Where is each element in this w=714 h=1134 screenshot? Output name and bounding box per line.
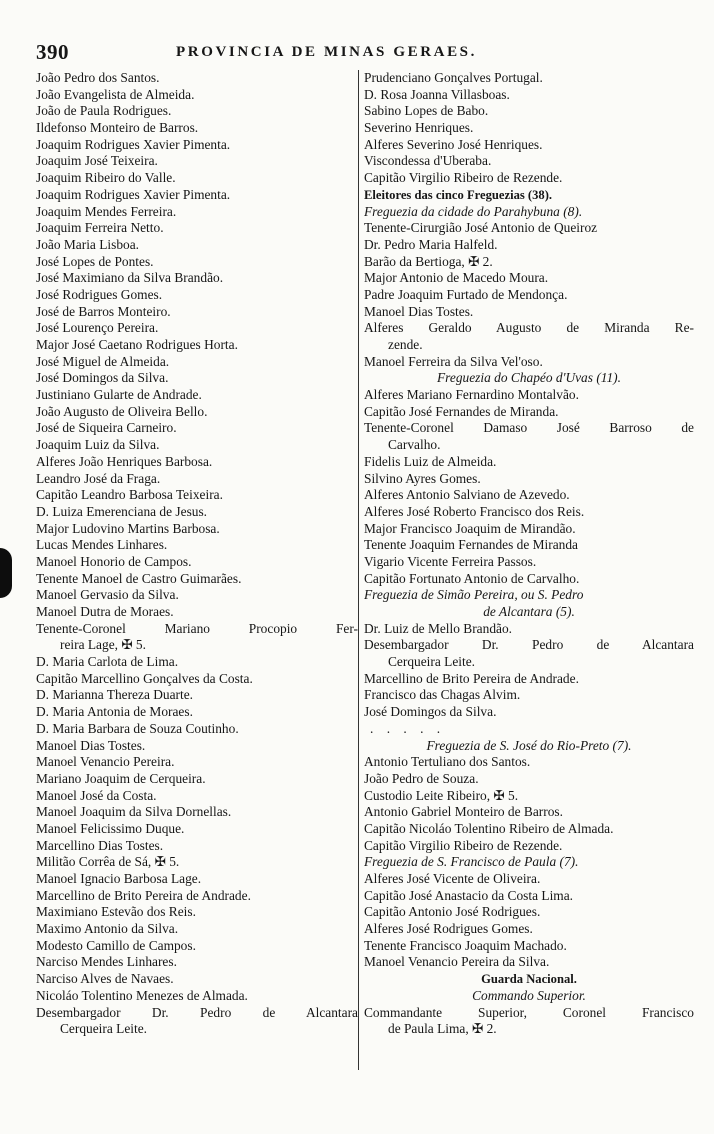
entry-line: Antonio Tertuliano dos Santos. — [364, 754, 531, 770]
entry-line: de Paula Lima, ✠ 2. — [388, 1021, 497, 1037]
entry-line: Joaquim Luiz da Silva. — [36, 437, 160, 453]
entry-line: José Domingos da Silva. — [364, 704, 497, 720]
entry-line: Dr. Luiz de Mello Brandão. — [364, 620, 513, 636]
page-number: 390 — [36, 40, 69, 64]
entry-line: Major José Caetano Rodrigues Horta. — [36, 337, 238, 352]
entry-line: José de Siqueira Carneiro. — [36, 420, 177, 436]
entry-line: Capitão Antonio José Rodrigues. — [364, 904, 541, 920]
entry-line: Alferes Mariano Fernardino Montalvão. — [364, 387, 579, 403]
entry-line: Commandante Superior, Coronel Francisco — [364, 1004, 694, 1020]
entry-line: João Pedro de Souza. — [364, 770, 479, 786]
entry-line: Tenente-Coronel Damaso José Barroso de — [364, 420, 694, 436]
entry-line: Manoel Ignacio Barbosa Lage. — [36, 871, 202, 886]
entry-line: Leandro José da Fraga. — [36, 470, 161, 486]
ellipsis-line: . . . . . — [370, 720, 446, 736]
entry-line: Manoel Dias Tostes. — [36, 737, 146, 753]
entry-line: Lucas Mendes Linhares. — [36, 537, 168, 553]
entry-line: Dr. Pedro Maria Halfeld. — [364, 236, 498, 252]
entry-line: Manoel Dias Tostes. — [364, 303, 474, 319]
entry-line: Capitão Marcellino Gonçalves da Costa. — [36, 670, 253, 686]
entry-line: Francisco das Chagas Alvim. — [364, 687, 521, 703]
entry-line: Modesto Camillo de Campos. — [36, 937, 196, 953]
entry-line: Tenente-Cirurgião José Antonio de Queiroz — [364, 220, 598, 236]
section-heading: Freguezia de Simão Pereira, ou S. Pedro — [364, 587, 584, 603]
entry-line: Viscondessa d'Uberaba. — [364, 153, 492, 169]
section-heading: Freguezia de S. Francisco de Paula (7). — [364, 854, 579, 870]
entry-line: Alferes Geraldo Augusto de Miranda Re- — [364, 320, 694, 336]
entry-line: Cerqueira Leite. — [60, 1021, 147, 1037]
entry-line: Alferes José Rodrigues Gomes. — [364, 921, 533, 937]
entry-line: Manoel Dutra de Moraes. — [36, 604, 174, 619]
entry-line: D. Marianna Thereza Duarte. — [36, 687, 194, 703]
entry-line: Marcellino de Brito Pereira de Andrade. — [36, 887, 251, 903]
entry-line: Barão da Bertioga, ✠ 2. — [364, 253, 493, 269]
entry-line: D. Luiza Emerenciana de Jesus. — [36, 503, 208, 519]
entry-line: Joaquim Mendes Ferreira. — [36, 203, 177, 219]
entry-line: D. Maria Antonia de Moraes. — [36, 704, 193, 720]
entry-line: Tenente Joaquim Fernandes de Miranda — [364, 537, 578, 553]
entry-line: João Augusto de Oliveira Bello. — [36, 403, 208, 419]
column-divider — [358, 70, 359, 1070]
entry-line: Ildefonso Monteiro de Barros. — [36, 120, 199, 136]
entry-line: Alferes João Henriques Barbosa. — [36, 453, 213, 469]
entry-line: Manoel Gervasio da Silva. — [36, 587, 179, 603]
entry-line: Manoel Venancio Pereira da Silva. — [364, 954, 550, 970]
entry-line: Marcellino Dias Tostes. — [36, 837, 164, 853]
section-heading: Freguezia do Chapéo d'Uvas (11). — [437, 370, 621, 386]
section-heading: Commando Superior. — [472, 987, 586, 1003]
entry-line: Marcellino de Brito Pereira de Andrade. — [364, 670, 579, 686]
entry-line: D. Maria Carlota de Lima. — [36, 654, 179, 670]
entry-line: Joaquim Ferreira Netto. — [36, 220, 164, 236]
bold-heading: Guarda Nacional. — [481, 972, 577, 987]
entry-line: Desembargador Dr. Pedro de Alcantara — [364, 637, 694, 653]
entry-line: Tenente-Coronel Mariano Procopio Fer- — [36, 620, 358, 636]
entry-line: Narciso Alves de Navaes. — [36, 971, 174, 987]
entry-line: Severino Henriques. — [364, 120, 474, 136]
entry-line: Alferes José Vicente de Oliveira. — [364, 871, 541, 886]
entry-line: Manoel Honorio de Campos. — [36, 553, 192, 569]
entry-line: Capitão José Fernandes de Miranda. — [364, 403, 559, 419]
entry-line: Maximo Antonio da Silva. — [36, 921, 179, 937]
entry-line: José Domingos da Silva. — [36, 370, 169, 386]
entry-line: Capitão Nicoláo Tolentino Ribeiro de Almada. — [364, 820, 614, 836]
entry-line: Tenente Francisco Joaquim Machado. — [364, 937, 567, 953]
entry-line: Tenente Manoel de Castro Guimarães. — [36, 570, 242, 586]
entry-line: Major Ludovino Martins Barbosa. — [36, 520, 220, 536]
entry-line: José Rodrigues Gomes. — [36, 286, 163, 302]
page-header — [36, 40, 536, 66]
entry-line: Fidelis Luiz de Almeida. — [364, 453, 497, 469]
left-column — [36, 70, 358, 1038]
entry-line: Custodio Leite Ribeiro, ✠ 5. — [364, 787, 519, 803]
entry-line: José Maximiano da Silva Brandão. — [36, 270, 224, 286]
entry-line: D. Rosa Joanna Villasboas. — [364, 86, 510, 102]
entry-line: João Pedro dos Santos. — [36, 70, 160, 85]
entry-line: João de Paula Rodrigues. — [36, 103, 172, 119]
entry-line: Militão Corrêa de Sá, ✠ 5. — [36, 854, 180, 870]
entry-line: Maximiano Estevão dos Reis. — [36, 904, 196, 920]
entry-line: Manoel Felicissimo Duque. — [36, 820, 185, 836]
entry-line: D. Maria Barbara de Souza Coutinho. — [36, 720, 239, 736]
section-heading: Freguezia de S. José do Rio-Preto (7). — [426, 737, 632, 753]
entry-line: Padre Joaquim Furtado de Mendonça. — [364, 286, 568, 302]
entry-line: Major Francisco Joaquim de Mirandão. — [364, 520, 576, 536]
entry-line: José Miguel de Almeida. — [36, 353, 170, 369]
entry-line: Manoel Ferreira da Silva Vel'oso. — [364, 353, 543, 369]
entry-line: João Evangelista de Almeida. — [36, 86, 195, 102]
entry-line: João Maria Lisboa. — [36, 236, 140, 252]
entry-line: Sabino Lopes de Babo. — [364, 103, 489, 119]
entry-line: Joaquim Ribeiro do Valle. — [36, 170, 176, 186]
entry-line: Antonio Gabriel Monteiro de Barros. — [364, 804, 563, 820]
entry-line: Manoel Venancio Pereira. — [36, 754, 175, 770]
entry-line: Manoel Joaquim da Silva Dornellas. — [36, 804, 232, 820]
entry-line: Joaquim Rodrigues Xavier Pimenta. — [36, 186, 231, 202]
entry-line: Nicoláo Tolentino Menezes de Almada. — [36, 987, 248, 1003]
entry-line: Narciso Mendes Linhares. — [36, 954, 177, 970]
entry-line: Major Antonio de Macedo Moura. — [364, 270, 549, 286]
entry-line: Capitão Fortunato Antonio de Carvalho. — [364, 570, 580, 586]
entry-line: Cerqueira Leite. — [388, 654, 475, 670]
entry-line: Capitão Leandro Barbosa Teixeira. — [36, 487, 223, 503]
right-column — [364, 70, 694, 1038]
entry-line: Capitão Virgilio Ribeiro de Rezende. — [364, 170, 563, 186]
entry-line: Capitão Virgilio Ribeiro de Rezende. — [364, 837, 563, 853]
entry-line: Alferes Antonio Salviano de Azevedo. — [364, 487, 570, 503]
entry-line: Silvino Ayres Gomes. — [364, 470, 481, 486]
entry-line: zende. — [388, 337, 423, 352]
entry-line: Capitão José Anastacio da Costa Lima. — [364, 887, 573, 903]
section-heading: Freguezia da cidade do Parahybuna (8). — [364, 203, 583, 219]
entry-line: Desembargador Dr. Pedro de Alcantara — [36, 1004, 358, 1020]
entry-line: José de Barros Monteiro. — [36, 303, 171, 319]
entry-line: Alferes Severino José Henriques. — [364, 136, 543, 152]
entry-line: Manoel José da Costa. — [36, 787, 157, 803]
running-title: PROVINCIA DE MINAS GERAES. — [176, 44, 477, 60]
entry-line: José Lopes de Pontes. — [36, 253, 154, 269]
section-heading: de Alcantara (5). — [483, 604, 575, 619]
entry-line: José Lourenço Pereira. — [36, 320, 159, 336]
bold-heading: Eleitores das cinco Freguezias (38). — [364, 187, 553, 202]
entry-line: Carvalho. — [388, 437, 441, 453]
entry-line: reira Lage, ✠ 5. — [60, 637, 146, 653]
entry-line: Vigario Vicente Ferreira Passos. — [364, 553, 537, 569]
entry-line: Justiniano Gularte de Andrade. — [36, 387, 202, 403]
entry-line: Prudenciano Gonçalves Portugal. — [364, 70, 543, 85]
entry-line: Joaquim José Teixeira. — [36, 153, 158, 169]
entry-line: Joaquim Rodrigues Xavier Pimenta. — [36, 136, 231, 152]
margin-ink-blot — [0, 548, 12, 598]
entry-line: Mariano Joaquim de Cerqueira. — [36, 770, 206, 786]
entry-line: Alferes José Roberto Francisco dos Reis. — [364, 503, 585, 519]
